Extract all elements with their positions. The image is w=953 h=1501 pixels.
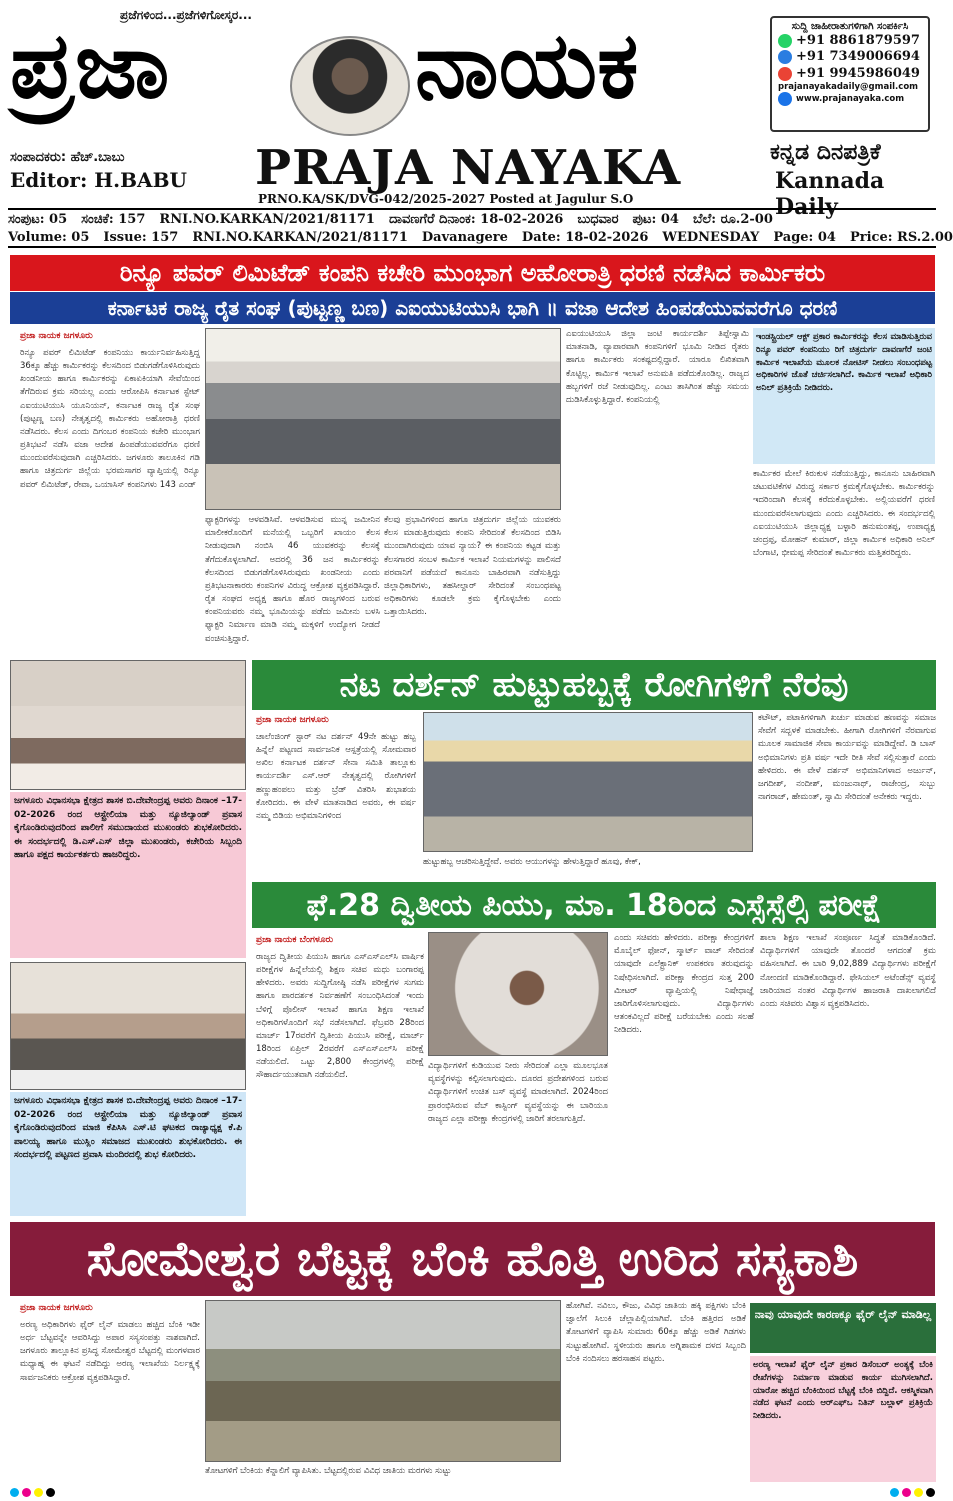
- whatsapp-icon: [778, 34, 792, 48]
- story4-photo-caption-text: ತೋಟಗಳಿಗೆ ಬೆಂಕಿಯ ಕೆನ್ನಾಲಿಗೆ ವ್ಯಾಪಿಸಿತು. ಬೆಟ್ಟದಲ್ಲಿರುವ ವಿವಿಧ ಜಾತಿಯ ಮರಗಳು ಸುಟ್ಟು: [205, 1466, 452, 1476]
- story1-column4: [566, 328, 749, 648]
- story2-headline: ನಟ ದರ್ಶನ್ ಹುಟ್ಟುಹಬ್ಬಕ್ಕೆ ರೋಗಿಗಳಿಗೆ ನೆರವು: [252, 660, 936, 710]
- issue-strip-english: [8, 228, 953, 248]
- issue-strip-kannada: [8, 208, 936, 228]
- felicitation-caption-1: ಜಗಳೂರು ವಿಧಾನಸಭಾ ಕ್ಷೇತ್ರದ ಶಾಸಕ ಬಿ.ದೇವೇಂದ್ರಪ್ಪ ಅವರು ದಿನಾಂಕ –17-02-2026 ರಂದ ಆಸ್ಟ್ರೇಲಿಯಾ ಮತ್ತು ನ್ಯೂಜಿಲ್ಯಾಂಡ್ ಪ್ರವಾಸ ಕೈಗೊಂಡಿರುವುದರಿಂದ ಪಾಲೀಗೆ ಸಮುದಾಯದ ಮುಖಂಡರು ಶುಭಕೋರಿದರು. ಈ ಸಂದರ್ಭದಲ್ಲಿ ಡಿ.ಎಸ್.ಎಸ್ ಜಿಲ್ಲಾ ಮುಖಂಡರು, ಕಚೇರಿಯ ಸಿಬ್ಬಂದಿ ಹಾಗೂ ಪಕ್ಷದ ಕಾರ್ಯಕರ್ತರು ಹಾಜರಿದ್ದರು.: [10, 792, 246, 958]
- story1-headline: ರಿನ್ಯೂ ಪವರ್ ಲಿಮಿಟೆಡ್ ಕಂಪನಿ ಕಚೇರಿ ಮುಂಭಾಗ ಅಹೋರಾತ್ರಿ ಧರಣಿ ನಡೆಸಿದ ಕಾರ್ಮಿಕರು: [10, 255, 935, 291]
- story4-column2: [566, 1300, 746, 1482]
- registration-marks-right: [890, 1488, 935, 1497]
- black-mark-icon: [46, 1488, 55, 1497]
- postal-registration: PRNO.KA/SK/DVG-042/2025-2027 Posted at Jagulur S.O: [258, 192, 634, 206]
- editor-english: Editor: H.BABU: [10, 168, 187, 192]
- contact-phone2[interactable]: +91 7349006694: [796, 49, 920, 65]
- contact-phone3[interactable]: +91 9945986049: [796, 65, 920, 81]
- contact-heading: ಸುದ್ದಿ ಜಾಹೀರಾತುಗಳಿಗಾಗಿ ಸಂಪರ್ಕಿಸಿ: [791, 21, 909, 32]
- tagline: ಪ್ರಜೆಗಳಿಂದ...ಪ್ರಜೆಗಳಿಗೋಸ್ಕರ...: [120, 8, 252, 22]
- story4-text1: ಅರಣ್ಯ ಅಧಿಕಾರಿಗಳು ಫೈರ್ ಲೈನ್ ಮಾಡಲು ಹಚ್ಚಿದ ಬೆಂಕಿ ಇಡೀ ಅರ್ಧ ಬೆಟ್ಟವನ್ನೇ ಆವರಿಸಿದ್ದು ಅಪಾರ ಸಸ್ಯಸಂಪತ್ತು ನಾಶವಾಗಿದೆ. ಜಗಳೂರು ತಾಲ್ಲೂಕಿನ ಪ್ರಸಿದ್ಧ ಸೋಮೇಶ್ವರ ಬೆಟ್ಟದಲ್ಲಿ ಮಂಗಳವಾರ ಮಧ್ಯಾಹ್ನ ಈ ಘಟನೆ ನಡೆದಿದ್ದು ಅರಣ್ಯ ಇಲಾಖೆಯ ನಿರ್ಲಕ್ಷ್ಯಕ್ಕೆ ಸಾರ್ವಜನಿಕರು ಆಕ್ರೋಶ ವ್ಯಕ್ತಪಡಿಸಿದ್ದಾರೆ.: [20, 1319, 200, 1383]
- story1-text5: ಕಾರ್ಮಿಕರ ಮೇಲೆ ಕಿರುಕುಳ ನಡೆಯುತ್ತಿದ್ದು, ಕಾನೂನು ಬಾಹಿರವಾಗಿ ಚಟುವಟಿಕೆಗಳ ವಿರುದ್ಧ ಸರ್ಕಾರ ಕ್ರಮಕೈಗೊಳ್ಳಬೇಕು. ಕಾರ್ಮಿಕರನ್ನು ಇದರಿಂದಾಗಿ ಕೆಲಸಕ್ಕೆ ಕರೆದುಕೊಳ್ಳಬೇಕು. ಅಲ್ಲಿಯವರೆಗೆ ಧರಣಿ ಮುಂದುವರೆಸಲಾಗುವುದು ಎಂದು ಎಚ್ಚರಿಸಿದರು. ಈ ಸಂದರ್ಭದಲ್ಲಿ ಎಐಯುಟಿಯುಸಿ ಜಿಲ್ಲಾಧ್ಯಕ್ಷ ಬಳ್ಳಾರಿ ಹನುಮಂತಪ್ಪ, ಉಪಾಧ್ಯಕ್ಷ ಚಂದ್ರಪ್ಪ, ಮೋಹನ್ ಕುಮಾರ್, ಜಿಲ್ಲಾ ಕಾರ್ಮಿಕ ಅಧಿಕಾರಿ ಅನಿಲ್ ಬೆಂಗಾಟಿ, ಭೀಮಪ್ಪ ಸೇರಿದಂತೆ ಕಾರ್ಮಿಕರು ಮತ್ತಿತರರಿದ್ದರು.: [753, 469, 935, 559]
- felicitation-photo-1: [10, 660, 246, 790]
- story1-text1: ರಿನ್ಯೂ ಪವರ್ ಲಿಮಿಟೆಡ್ ಕಂಪನಿಯು ಕಾರ್ಯನಿರ್ವಹಿಸುತ್ತಿದ್ದ 36ಕ್ಕೂ ಹೆಚ್ಚು ಕಾರ್ಮಿಕರನ್ನು ಕೆಲಸದಿಂದ ಬಿಡುಗಡೆಗೊಳಿಸಿರುವುದು ಖಂಡನೀಯ ಹಾಗೂ ಕಾರ್ಮಿಕರನ್ನು ಏಕಾಏಕಿಯಾಗಿ ಸೇವೆಯಿಂದ ತೆಗೆದಿರುವ ಕ್ರಮ ಸರಿಯಲ್ಲ ಎಂದು ಆರೋಪಿಸಿ ಕರ್ನಾಟಕ ಸ್ಟೇಟ್ ಎಐಯುಟಿಯುಸಿ ಯೂನಿಯನ್, ಕರ್ನಾಟಕ ರಾಜ್ಯ ರೈತ ಸಂಘ (ಪುಟ್ಟಣ್ಣ ಬಣ) ನೇತೃತ್ವದಲ್ಲಿ ಕಾರ್ಮಿಕರು ಅಹೋರಾತ್ರಿ ಧರಣಿ ನಡೆಸಿದರು. ಕೆಲಸ ಎಂದು ದಿಗಂಬರ ಕಂಪನಿಯ ಕಚೇರಿ ಮುಂಭಾಗ ಪ್ರತಿಭಟನೆ ನಡೆಸಿ ವಜಾ ಆದೇಶ ಹಿಂಪಡೆಯುವವರೆಗೂ ಧರಣಿ ಮುಂದುವರೆಸುವುದಾಗಿ ಎಚ್ಚರಿಸಿದರು. ಜಗಳೂರು ತಾಲೂಕಿನ ಗಡಿ ಹಾಗೂ ಚಿತ್ರದುರ್ಗ ಜಿಲ್ಲೆಯ ಭರಮಸಾಗರ ವ್ಯಾಪ್ತಿಯಲ್ಲಿ ರಿನ್ಯೂ ಪವರ್ ಲಿಮಿಟೆಡ್, ರೇವಾ, ಒಯಾಸಿಸ್ ಕಂಪನಿಗಳು 143 ಎಂಡ್: [20, 347, 200, 490]
- date-en: Date: 18-02-2026: [521, 229, 649, 245]
- issue-en: Issue: 157: [103, 229, 179, 245]
- magenta-mark-icon: [902, 1488, 911, 1497]
- day-en: WEDNESDAY: [662, 229, 760, 245]
- story3-column2: [428, 1060, 608, 1218]
- story3-headline: ಫೆ.28 ದ್ವಿತೀಯ ಪಿಯು, ಮಾ. 18ರಿಂದ ಎಸ್ಸೆಸ್ಸೆಲ್ಸಿ ಪರೀಕ್ಷೆ: [252, 882, 936, 928]
- felicitation-caption-2: ಜಗಳೂರು ವಿಧಾನಸಭಾ ಕ್ಷೇತ್ರದ ಶಾಸಕ ಬಿ.ದೇವೇಂದ್ರಪ್ಪ ಅವರು ದಿನಾಂಕ –17-02-2026 ರಂದ ಆಸ್ಟ್ರೇಲಿಯಾ ಮತ್ತು ನ್ಯೂಜಿಲ್ಯಾಂಡ್ ಪ್ರವಾಸ ಕೈಗೊಂಡಿರುವುದರಿಂದ ಮಾಜಿ ಕೆಪಿಸಿಸಿ ಎಸ್.ಟಿ ಘಟಕದ ರಾಜ್ಯಾಧ್ಯಕ್ಷ ಕೆ.ಪಿ ಪಾಲಯ್ಯ ಹಾಗೂ ಮುಸ್ಲಿಂ ಸಮಾಜದ ಮುಖಂಡರು ಶುಭಕೋರಿದರು. ಈ ಸಂದರ್ಭದಲ್ಲಿ ಪಟ್ಟಣದ ಪ್ರವಾಸಿ ಮಂದಿರದಲ್ಲಿ ಶುಭ ಕೋರಿದರು.: [10, 1092, 246, 1216]
- cyan-mark-icon: [10, 1488, 19, 1497]
- issue-kn: ಸಂಚಿಕೆ: 157: [81, 211, 146, 227]
- story3-text3: ಎಂದು ಸಚಿವರು ಹೇಳಿದರು. ಪರೀಕ್ಷಾ ಕೇಂದ್ರಗಳಿಗೆ ಮೊಬೈಲ್ ಫೋನ್, ಸ್ಮಾರ್ಟ್ ವಾಚ್ ಸೇರಿದಂತೆ ಯಾವುದೇ ಎಲೆಕ್ಟ್ರಾನಿಕ್ ಉಪಕರಣ ತರುವುದನ್ನು ನಿಷೇಧಿಸಲಾಗಿದೆ. ಪರೀಕ್ಷಾ ಕೇಂದ್ರದ ಸುತ್ತ 200 ಮೀಟರ್ ವ್ಯಾಪ್ತಿಯಲ್ಲಿ ನಿಷೇಧಾಜ್ಞೆ ಜಾರಿಗೊಳಿಸಲಾಗುವುದು. ವಿದ್ಯಾರ್ಥಿಗಳು ಆತಂಕವಿಲ್ಲದೆ ಪರೀಕ್ಷೆ ಬರೆಯಬೇಕು ಎಂದು ಸಲಹೆ ನೀಡಿದರು.: [614, 933, 754, 1036]
- yellow-mark-icon: [914, 1488, 923, 1497]
- story1-text4: ಎಐಯುಟಿಯುಸಿ ಜಿಲ್ಲಾ ಜಂಟಿ ಕಾರ್ಯದರ್ಶಿ ತಿಪ್ಪೇಸ್ವಾಮಿ ಮಾತನಾಡಿ, ವ್ಯಾಪಾರವಾಗಿ ಕಂಪನಿಗಳಿಗೆ ಭೂಮಿ ನೀಡಿದ ರೈತರು ಹಾಗೂ ಕಾರ್ಮಿಕರು ಸಂಕಷ್ಟದಲ್ಲಿದ್ದಾರೆ. ಯಾರೂ ಲಿಖಿತವಾಗಿ ಕೊಟ್ಟಿಲ್ಲ. ಕಾರ್ಮಿಕ ಇಲಾಖೆ ಅನುಮತಿ ಪಡೆದುಕೊಂಡಿಲ್ಲ. ರಾಜ್ಯದ ಹಬ್ಬಗಳಿಗೆ ರಜೆ ನೀಡುವುದಿಲ್ಲ. ಎಂಟು ತಾಸಿಗಿಂತ ಹೆಚ್ಚು ಸಮಯ ದುಡಿಸಿಕೊಳ್ಳುತ್ತಿದ್ದಾರೆ. ಕಂಪನಿಯಲ್ಲಿ: [566, 329, 749, 405]
- volume-kn: ಸಂಪುಟ: 05: [8, 211, 68, 227]
- price-kn: ಬೆಲೆ: ರೂ.2-00: [692, 211, 773, 227]
- story1-column1: [20, 330, 200, 648]
- story4-text2: ಹೋಗಿವೆ. ನವಿಲು, ಕೌಜು, ವಿವಿಧ ಜಾತಿಯ ಹಕ್ಕಿ ಪಕ್ಷಿಗಳು ಬೆಂಕಿ ಜ್ವಾಲೆಗೆ ಸಿಲುಕಿ ಚೆಲ್ಲಾಪಿಲ್ಲಿಯಾಗಿವೆ. ಬೆಂಕಿ ಹತ್ತಿರದ ಅಡಿಕೆ ತೋಟಗಳಿಗೆ ವ್ಯಾಪಿಸಿ ಸುಮಾರು 60ಕ್ಕೂ ಹೆಚ್ಚು ಅಡಿಕೆ ಗಿಡಗಳು ಸುಟ್ಟುಹೋಗಿವೆ. ಸ್ಥಳೀಯರು ಹಾಗೂ ಅಗ್ನಿಶಾಮಕ ದಳದ ಸಿಬ್ಬಂದಿ ಬೆಂಕಿ ನಂದಿಸಲು ಹರಸಾಹಸ ಪಟ್ಟರು.: [566, 1301, 746, 1364]
- story1-column5: [753, 468, 935, 648]
- story1-column3: [384, 514, 561, 648]
- story1-subhead: ಕರ್ನಾಟಕ ರಾಜ್ಯ ರೈತ ಸಂಘ (ಪುಟ್ಟಣ್ಣ ಬಣ) ಎಐಯುಟಿಯುಸಿ ಭಾಗಿ ॥ ವಜಾ ಆದೇಶ ಹಿಂಪಡೆಯುವವರೆಗೂ ಧರಣಿ: [10, 292, 935, 324]
- story3-column1: [256, 934, 424, 1218]
- contact-box: [770, 16, 930, 132]
- story4-quote-box-title: ನಾವು ಯಾವುದೇ ಕಾರಣಕ್ಕೂ ಫೈರ್ ಲೈನ್ ಮಾಡಿಲ್ಲ: [750, 1303, 936, 1353]
- contact-email[interactable]: prajanayakadaily@gmail.com: [778, 81, 919, 92]
- registration-marks-left: [10, 1488, 55, 1497]
- story1-sidebox: [753, 328, 935, 464]
- story4-quote-box: [750, 1356, 936, 1482]
- story3-text2: ವಿದ್ಯಾರ್ಥಿಗಳಿಗೆ ಕುಡಿಯುವ ನೀರು ಸೇರಿದಂತೆ ಎಲ್ಲಾ ಮೂಲಭೂತ ವ್ಯವಸ್ಥೆಗಳನ್ನು ಕಲ್ಪಿಸಲಾಗುವುದು. ದೂರದ ಪ್ರದೇಶಗಳಿಂದ ಬರುವ ವಿದ್ಯಾರ್ಥಿಗಳಿಗೆ ಉಚಿತ ಬಸ್ ವ್ಯವಸ್ಥೆ ಮಾಡಲಾಗಿದೆ. 2024ರಿಂದ ಪ್ರಾರಂಭಿಸಿರುವ ವೆಬ್ ಕಾಸ್ಟಿಂಗ್ ವ್ಯವಸ್ಥೆಯನ್ನು ಈ ಬಾರಿಯೂ ರಾಜ್ಯದ ಎಲ್ಲಾ ಪರೀಕ್ಷಾ ಕೇಂದ್ರಗಳಲ್ಲಿ ಜಾರಿಗೆ ತರಲಾಗುತ್ತಿದೆ.: [428, 1061, 608, 1124]
- story3-text4: ಶಾಲಾ ಶಿಕ್ಷಣ ಇಲಾಖೆ ಸಂಪೂರ್ಣ ಸಿದ್ಧತೆ ಮಾಡಿಕೊಂಡಿದೆ. ವಿದ್ಯಾರ್ಥಿಗಳಿಗೆ ಯಾವುದೇ ತೊಂದರೆ ಆಗದಂತೆ ಕ್ರಮ ವಹಿಸಲಾಗಿದೆ. ಈ ಬಾರಿ 9,02,889 ವಿದ್ಯಾರ್ಥಿಗಳು ಪರೀಕ್ಷೆಗೆ ನೋಂದಣಿ ಮಾಡಿಕೊಂಡಿದ್ದಾರೆ. ಫೇಸಿಯಲ್ ಅಟೆಂಡೆನ್ಸ್ ವ್ಯವಸ್ಥೆ ಜಾರಿಯಾದ ನಂತರ ವಿದ್ಯಾರ್ಥಿಗಳ ಹಾಜರಾತಿ ದಾಖಲಾಗಲಿದೆ ಎಂದು ಸಚಿವರು ವಿಶ್ವಾಸ ವ್ಯಕ್ತಪಡಿಸಿದರು.: [760, 933, 936, 1009]
- globe-icon: [778, 92, 792, 106]
- place-en: Davanagere: [421, 229, 508, 245]
- date-kn: ದಾವಣಗೆರೆ ದಿನಾಂಕ: 18-02-2026: [388, 211, 564, 227]
- story3-text1: ರಾಜ್ಯದ ದ್ವಿತೀಯ ಪಿಯುಸಿ ಹಾಗೂ ಎಸ್ಎಸ್ಎಲ್‌ಸಿ ವಾರ್ಷಿಕ ಪರೀಕ್ಷೆಗಳ ಹಿನ್ನೆಲೆಯಲ್ಲಿ ಶಿಕ್ಷಣ ಸಚಿವ ಮಧು ಬಂಗಾರಪ್ಪ ಹೇಳಿದರು. ಅವರು ಸುದ್ದಿಗೋಷ್ಠಿ ನಡೆಸಿ ಪರೀಕ್ಷೆಗಳ ಸುಗಮ ಹಾಗೂ ಪಾರದರ್ಶಕ ನಿರ್ವಹಣೆಗೆ ಸಂಬಂಧಿಸಿದಂತೆ ಇಂದು ಬೆಳಿಗ್ಗೆ ಪೊಲೀಸ್ ಇಲಾಖೆ ಹಾಗೂ ಶಿಕ್ಷಣ ಇಲಾಖೆ ಅಧಿಕಾರಿಗಳೊಂದಿಗೆ ಸಭೆ ನಡೆಸಲಾಗಿದೆ. ಫೆಬ್ರವರಿ 28ರಿಂದ ಮಾರ್ಚ್ 17ರವರೆಗೆ ದ್ವಿತೀಯ ಪಿಯುಸಿ ಪರೀಕ್ಷೆ, ಮಾರ್ಚ್ 18ರಿಂದ ಏಪ್ರಿಲ್ 2ರವರೆಗೆ ಎಸ್ಎಸ್ಎಲ್‌ಸಿ ಪರೀಕ್ಷೆ ನಡೆಯಲಿದೆ. ಒಟ್ಟು 2,800 ಕೇಂದ್ರಗಳಲ್ಲಿ ಪರೀಕ್ಷೆ ಸೌಹಾರ್ದಯುತವಾಗಿ ನಡೆಯಲಿದೆ.: [256, 951, 424, 1081]
- daily-label-kannada: ಕನ್ನಡ ದಿನಪತ್ರಿಕೆ: [770, 140, 881, 165]
- page-kn: ಪುಟ: 04: [632, 211, 679, 227]
- story1-sidebox-text: ಇಂಡಸ್ಟ್ರಿಯಲ್ ಆಕ್ಟ್ ಪ್ರಕಾರ ಕಾರ್ಮಿಕರನ್ನು ಕೆಲಸ ಮಾಡಿಸುತ್ತಿರುವ ರಿನ್ಯೂ ಪವರ್ ಕಂಪನಿಯು ರಿಗೆ ಚಿತ್ರದುರ್ಗ ದಾವಣಗೆರೆ ಜಂಟಿ ಕಾರ್ಮಿಕ ಇಲಾಖೆಯ ಮೂಲಕ ನೋಟಿಸ್ ನೀಡಲು ಸಂಬಂಧಪಟ್ಟ ಅಧಿಕಾರಿಗಳ ಜೊತೆ ಚರ್ಚಿಸಲಾಗಿದೆ. ಕಾರ್ಮಿಕ ಇಲಾಖೆ ಅಧಿಕಾರಿ ಅನಿಲ್ ಪ್ರತಿಕ್ರಿಯೆ ನೀಡಿದರು.: [756, 332, 932, 393]
- story4-headline: ಸೋಮೇಶ್ವರ ಬೆಟ್ಟಕ್ಕೆ ಬೆಂಕಿ ಹೊತ್ತಿ ಉರಿದ ಸಸ್ಯಕಾಶಿ: [10, 1222, 935, 1296]
- story1-text2: ಫ್ಯಾಕ್ಟರಿಗಳನ್ನು ಆಳವಡಿಸಿವೆ. ಆಳವಡಿಸುವ ಮುನ್ನ ಜಮೀನಿನ ಮಾಲೀಕರೊಂದಿಗೆ ಮನೆಯಲ್ಲಿ ಒಬ್ಬರಿಗೆ ಖಾಯಂ ಕೆಲಸ ನೀಡುವುದಾಗಿ ನಂಬಿಸಿ 46 ಯುವಕರನ್ನು ಕೆಲಸಕ್ಕೆ ತೆಗೆದುಕೊಳ್ಳಲಾಗಿದೆ. ಅದರಲ್ಲಿ 36 ಜನ ಕಾರ್ಮಿಕರನ್ನು ಕೆಲಸದಿಂದ ಬಿಡುಗಡೆಗೊಳಿಸಿರುವುದು ಖಂಡನೀಯ ಎಂದು ಪ್ರತಿಭಟನಾಕಾರರು ಕಂಪನಿಗಳ ವಿರುದ್ಧ ಆಕ್ರೋಶ ವ್ಯಕ್ತಪಡಿಸಿದ್ದಾರೆ. ರೈತ ಸಂಘದ ಅಧ್ಯಕ್ಷ ಹಾಗೂ ಹೊರ ರಾಜ್ಯಗಳಿಂದ ಬರುವ ಕಂಪನಿಯವರು ನಮ್ಮ ಭೂಮಿಯನ್ನು ಪಡೆದು ಜಮೀನು ಬಳಸಿ ಫ್ಯಾಕ್ಟರಿ ನಿರ್ಮಾಣ ಮಾಡಿ ನಮ್ಮ ಮಕ್ಕಳಿಗೆ ಉದ್ಯೋಗ ನೀಡದೆ ವಂಚಿಸುತ್ತಿದ್ದಾರೆ.: [205, 515, 380, 644]
- page-en: Page: 04: [773, 229, 836, 245]
- magenta-mark-icon: [22, 1488, 31, 1497]
- story2-youth-photo: [423, 712, 753, 852]
- rni-en: RNI.NO.KARKAN/2021/81171: [192, 229, 408, 245]
- story2-photo-caption-text: ಹುಟ್ಟುಹಬ್ಬ ಆಚರಿಸುತ್ತಿದ್ದೇವೆ. ಅವರು ಆಯುಗಳನ್ನು ಹೇಳುತ್ತಿದ್ದಾರೆ ಹೂವು, ಕೇಕ್,: [423, 857, 641, 867]
- contact-website[interactable]: www.prajanayaka.com: [796, 94, 905, 105]
- title-kannada-part1: ಪ್ರಜಾ: [10, 12, 172, 119]
- story4-quote-text: ಅರಣ್ಯ ಇಲಾಖೆ ಫೈರ್ ಲೈನ್ ಪ್ರಕಾರ ಡಿಸೆಂಬರ್ ಅಂತ್ಯಕ್ಕೆ ಬೆಂಕಿ ರೇಖೆಗಳನ್ನು ನಿರ್ಮಾಣ ಮಾಡುವ ಕಾರ್ಯ ಮುಗಿಸಲಾಗಿದೆ. ಯಾರೋ ಹಚ್ಚಿದ ಬೆಂಕಿಯಿಂದ ಬೆಟ್ಟಕ್ಕೆ ಬೆಂಕಿ ಬಿದ್ದಿದೆ. ಆಕಸ್ಮಿಕವಾಗಿ ನಡೆದ ಘಟನೆ ಎಂದು ಆರ್‌ಎಫ್‌ಒ ನಿತಿನ್ ಬಲ್ಲಾಳ್ ಪ್ರತಿಕ್ರಿಯೆ ನೀಡಿದರು.: [753, 1360, 933, 1421]
- story1-column2: [205, 514, 380, 648]
- story1-text3: ಕೆಲವು ಪ್ರಭಾವಿಗಳಿಂದ ಹಾಗೂ ಚಿತ್ರದುರ್ಗ ಜಿಲ್ಲೆಯ ಯುವಕರು ಕೆಲಸ ಮಾಡುತ್ತಿರುವುದು ಕಂಪನಿ ಸೇರಿದಂತೆ ಕೆಲಸದಿಂದ ಬಿಡಿಸಿ ಮುಂದಾಗಿರುವುದು ಯಾವ ನ್ಯಾಯ? ಈ ಕಂಪನಿಯ ಕಟ್ಟಡ ಮತ್ತು ಕೆಲಸಗಾರರ ಸಂಬಳ ಕಾರ್ಮಿಕ ಇಲಾಖೆ ನಿಯಮಗಳನ್ನು ಪಾಲಿಸದೆ ಪರವಾನಿಗೆ ಪಡೆಯದೆ ಕಾನೂನು ಬಾಹಿರವಾಗಿ ನಡೆಸುತ್ತಿದ್ದು ಜಿಲ್ಲಾಧಿಕಾರಿಗಳು, ತಹಸೀಲ್ದಾರ್ ಸೇರಿದಂತೆ ಸಂಬಂಧಪಟ್ಟ ಅಧಿಕಾರಿಗಳು ಕೂಡಲೇ ಕ್ರಮ ಕೈಗೊಳ್ಳಬೇಕು ಎಂದು ಒತ್ತಾಯಿಸಿದರು.: [384, 515, 561, 618]
- cyan-mark-icon: [890, 1488, 899, 1497]
- story4-column1: [20, 1302, 200, 1482]
- phone-icon: [778, 50, 792, 64]
- story4-photo-caption: [205, 1465, 561, 1483]
- story4-byline: ಪ್ರಜಾ ನಾಯಕ ಜಗಳೂರು: [20, 1303, 93, 1313]
- rni-kn: RNI.NO.KARKAN/2021/81171: [159, 211, 375, 227]
- story3-minister-photo: [428, 932, 608, 1056]
- story2-column1: [256, 714, 416, 876]
- price-en: Price: RS.2.00: [849, 229, 953, 245]
- gmail-icon: [778, 67, 792, 81]
- day-kn: ಬುಧವಾರ: [577, 211, 619, 227]
- story3-column4: [760, 932, 936, 1218]
- portrait-photo: [290, 36, 410, 136]
- story1-byline: ಪ್ರಜಾ ನಾಯಕ ಜಗಳೂರು: [20, 331, 93, 341]
- story2-photo-caption: [423, 856, 753, 876]
- felicitation-photo-2: [10, 962, 246, 1090]
- story2-text1: ಚಾಲೆಂಜಿಂಗ್ ಸ್ಟಾರ್ ನಟ ದರ್ಶನ್ 49ನೇ ಹುಟ್ಟು ಹಬ್ಬ ಹಿನ್ನೆಲೆ ಪಟ್ಟಣದ ಸಾರ್ವಜನಿಕ ಆಸ್ಪತ್ರೆಯಲ್ಲಿ ಸೋಮವಾರ ಅಖಿಲ ಕರ್ನಾಟಕ ದರ್ಶನ್ ಸೇನಾ ಸಮಿತಿ ತಾಲ್ಲೂಕು ಕಾರ್ಯದರ್ಶಿ ಎಸ್.ಆರ್ ನೇತೃತ್ವದಲ್ಲಿ ರೋಗಿಗಳಿಗೆ ಹಣ್ಣುಹಂಪಲು ಮತ್ತು ಬ್ರೆಡ್ ವಿತರಿಸಿ ಶುಭಾಶಯ ಕೋರಿದರು. ಈ ವೇಳೆ ಮಾತನಾಡಿದ ಅವರು, ಈ ವರ್ಷ ನಮ್ಮ ಬಿಡಿಯ ಅಭಿಮಾನಿಗಳಿಂದ: [256, 731, 416, 821]
- title-english: PRAJA NAYAKA: [255, 140, 682, 196]
- story2-column2: [758, 712, 936, 876]
- story4-hill-fire-photo: [205, 1300, 561, 1462]
- editor-kannada: ಸಂಪಾದಕರು: ಹೆಚ್.ಬಾಬು: [10, 150, 125, 165]
- story2-text2: ಕಟೌಟ್, ಪಟಾಕಿಗಳಿಗಾಗಿ ಖರ್ಚು ಮಾಡುವ ಹಣವನ್ನು ಸಮಾಜ ಸೇವೆಗೆ ಸದ್ಬಳಕೆ ಮಾಡಬೇಕು. ಹೀಗಾಗಿ ರೋಗಿಗಳಿಗೆ ನೆರವಾಗುವ ಮೂಲಕ ಸಾಮಾಜಿಕ ಸೇವಾ ಕಾರ್ಯವನ್ನು ಮಾಡಿದ್ದೇವೆ. ಡಿ ಬಾಸ್ ಅಭಿಮಾನಿಗಳು ಪ್ರತಿ ವರ್ಷ ಇದೇ ರೀತಿ ಸೇವೆ ಸಲ್ಲಿಸುತ್ತಾರೆ ಎಂದು ಹೇಳಿದರು. ಈ ವೇಳೆ ದರ್ಶನ್ ಅಭಿಮಾನಿಗಳಾದ ಅರ್ಜುನ್, ಜಗದೀಶ್, ನಂದೀಶ್, ಮಂಜುನಾಥ್, ರಾಜೇಂದ್ರ, ಸುಬ್ಬು ನಾಗರಾಜ್, ಹೇಮಂತ್, ಸ್ವಾಮಿ ಸೇರಿದಂತೆ ಅನೇಕರು ಇದ್ದರು.: [758, 713, 936, 803]
- story2-byline: ಪ್ರಜಾ ನಾಯಕ ಜಗಳೂರು: [256, 715, 329, 725]
- volume-en: Volume: 05: [8, 229, 90, 245]
- story1-protest-photo: [205, 328, 561, 510]
- yellow-mark-icon: [34, 1488, 43, 1497]
- title-kannada-part2: ನಾಯಕ: [415, 12, 639, 119]
- story3-byline: ಪ್ರಜಾ ನಾಯಕ ಬೆಂಗಳೂರು: [256, 935, 334, 945]
- black-mark-icon: [926, 1488, 935, 1497]
- contact-phone1[interactable]: +91 8861879597: [796, 33, 920, 48]
- story3-column3: [614, 932, 754, 1218]
- daily-label-english: Kannada Daily: [775, 168, 885, 220]
